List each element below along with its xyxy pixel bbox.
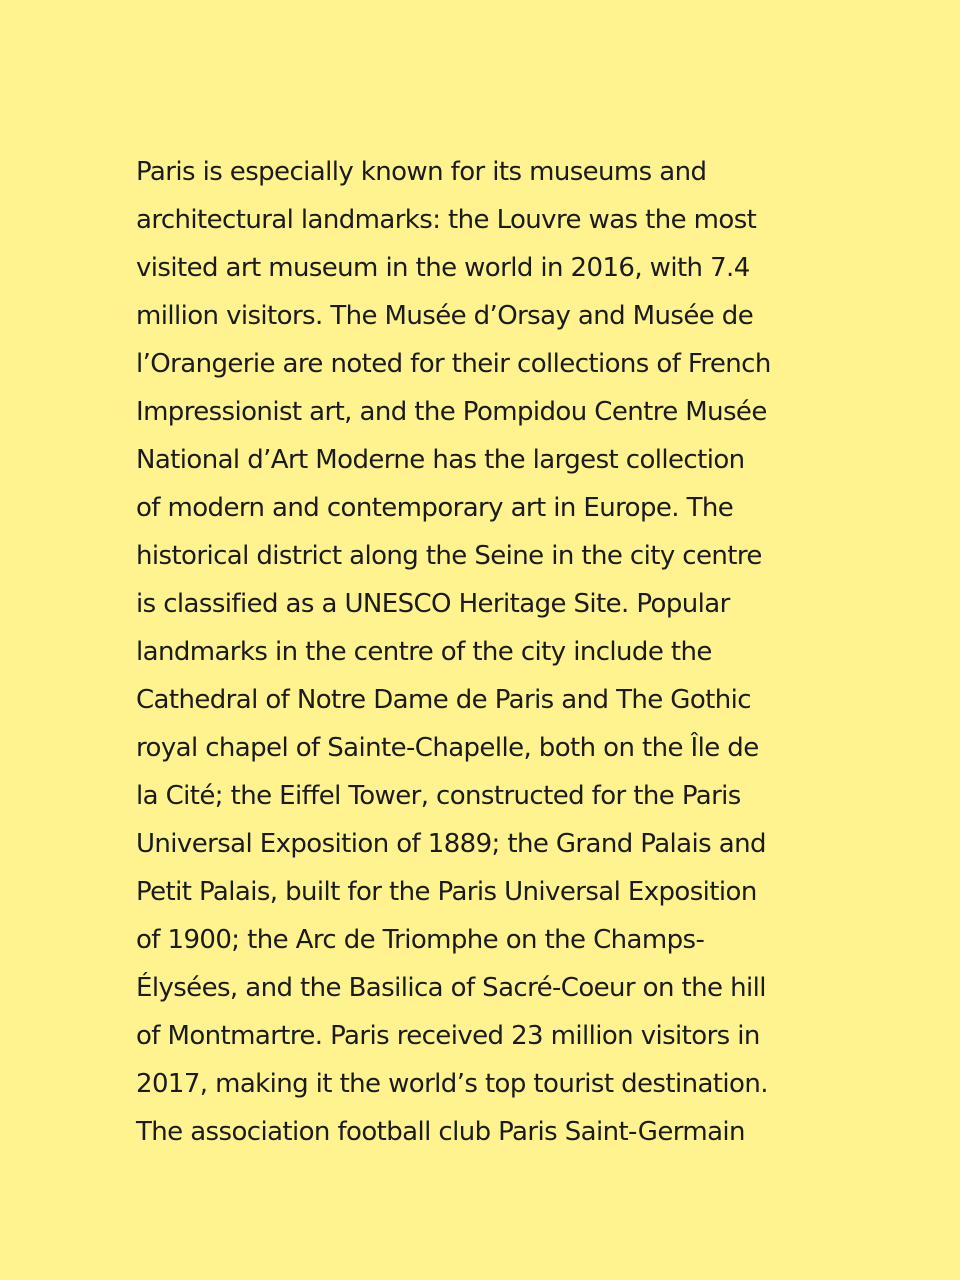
text-line: architectural landmarks: the Louvre was the most [136, 205, 757, 235]
text-line: Petit Palais, built for the Paris Universal Exposition [136, 877, 757, 907]
text-line: Élysées, and the Basilica of Sacré-Coeur on the hill [136, 973, 766, 1003]
text-line: Paris is especially known for its museums and [136, 157, 707, 187]
text-line: historical district along the Seine in the city centre [136, 541, 762, 571]
text-line: l’Orangerie are noted for their collections of French [136, 349, 771, 379]
text-line: million visitors. The Musée d’Orsay and Musée de [136, 301, 754, 331]
text-line: visited art museum in the world in 2016, with 7.4 [136, 253, 750, 283]
text-line: of Montmartre. Paris received 23 million visitors in [136, 1021, 760, 1051]
text-line: Cathedral of Notre Dame de Paris and The Gothic [136, 685, 751, 715]
text-line: The association football club Paris Saint-Germain [136, 1117, 745, 1147]
text-line: landmarks in the centre of the city include the [136, 637, 712, 667]
article-text [136, 152, 856, 1160]
text-line: Impressionist art, and the Pompidou Centre Musée [136, 397, 767, 427]
text-line: royal chapel of Sainte-Chapelle, both on the Île de [136, 733, 759, 763]
text-line: is classified as a UNESCO Heritage Site. Popular [136, 589, 730, 619]
text-line: la Cité; the Eiffel Tower, constructed for the Paris [136, 781, 741, 811]
text-line: 2017, making it the world’s top tourist destination. [136, 1069, 768, 1099]
text-line: National d’Art Moderne has the largest collection [136, 445, 745, 475]
text-line: of modern and contemporary art in Europe. The [136, 493, 734, 523]
text-line: Universal Exposition of 1889; the Grand Palais and [136, 829, 766, 859]
text-line: of 1900; the Arc de Triomphe on the Champs- [136, 925, 705, 955]
